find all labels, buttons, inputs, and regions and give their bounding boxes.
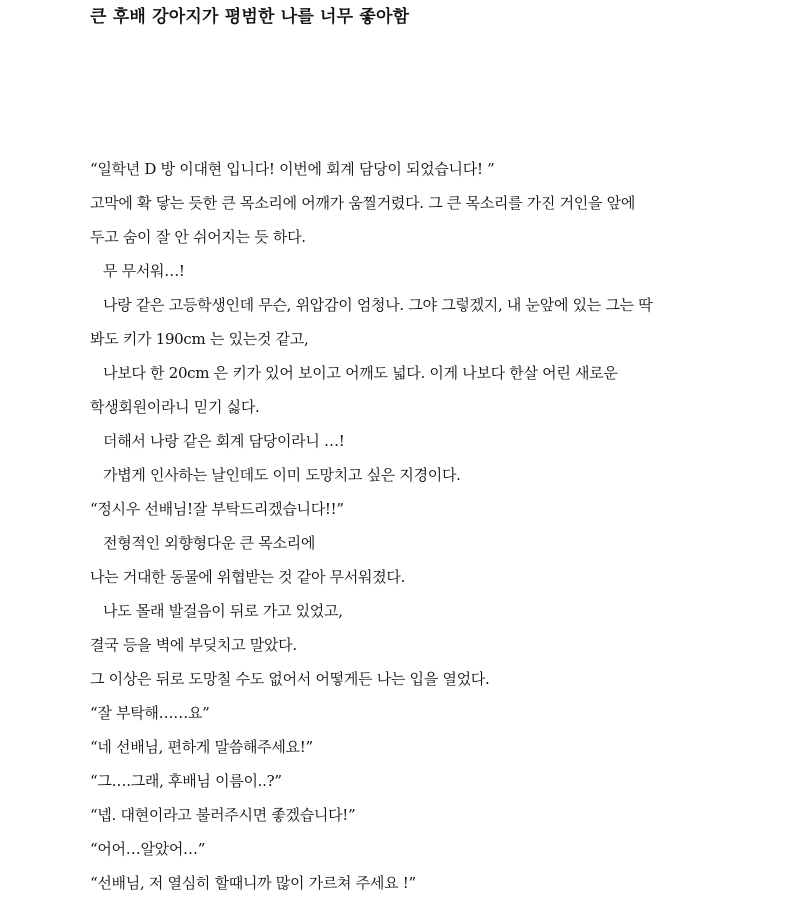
story-line: “선배님, 저 열심히 할때니까 많이 가르쳐 주세요 !” [90,874,416,892]
story-line: 두고 숨이 잘 안 쉬어지는 듯 하다. [90,228,306,246]
story-line: 결국 등을 벽에 부딪치고 말았다. [90,636,297,654]
story-line: “넵. 대현이라고 불러주시면 좋겠습니다!” [90,806,356,824]
story-line: 전형적인 외향형다운 큰 목소리에 [103,534,316,552]
story-line: “네 선배님, 편하게 말씀해주세요!” [90,738,313,756]
story-line: 학생회원이라니 믿기 싫다. [90,398,260,416]
story-line: “정시우 선배님!잘 부탁드리겠습니다!!” [90,500,344,518]
story-body [90,152,730,900]
story-line: 무 무서워…! [103,262,185,280]
story-line: 그 이상은 뒤로 도망칠 수도 없어서 어떻게든 나는 입을 열었다. [90,670,490,688]
story-line: 나랑 같은 고등학생인데 무슨, 위압감이 엄청나. 그야 그렇겠지, 내 눈앞에 있는 그는 딱 [103,296,653,314]
story-line: 가볍게 인사하는 날인데도 이미 도망치고 싶은 지경이다. [103,466,461,484]
story-line: 봐도 키가 190cm 는 있는것 같고, [90,330,309,348]
story-line: 더해서 나랑 같은 회계 담당이라니 …! [103,432,345,450]
story-line: “그….그래, 후배님 이름이..?” [90,772,282,790]
story-line: 나보다 한 20cm 은 키가 있어 보이고 어깨도 넓다. 이게 나보다 한살 어린 새로운 [103,364,618,382]
story-line: “어어…알았어…” [90,840,206,858]
story-line: 나도 몰래 발걸음이 뒤로 가고 있었고, [103,602,343,620]
story-line: “일학년 D 방 이대현 입니다! 이번에 회계 담당이 되었습니다! ” [90,160,495,178]
story-line: 나는 거대한 동물에 위협받는 것 같아 무서워졌다. [90,568,406,586]
story-line: 고막에 확 닿는 듯한 큰 목소리에 어깨가 움찔거렸다. 그 큰 목소리를 가진 거인을 앞에 [90,194,636,212]
story-title: 큰 후배 강아지가 평범한 나를 너무 좋아함 [90,7,410,27]
story-line: “잘 부탁해……요” [90,704,210,722]
